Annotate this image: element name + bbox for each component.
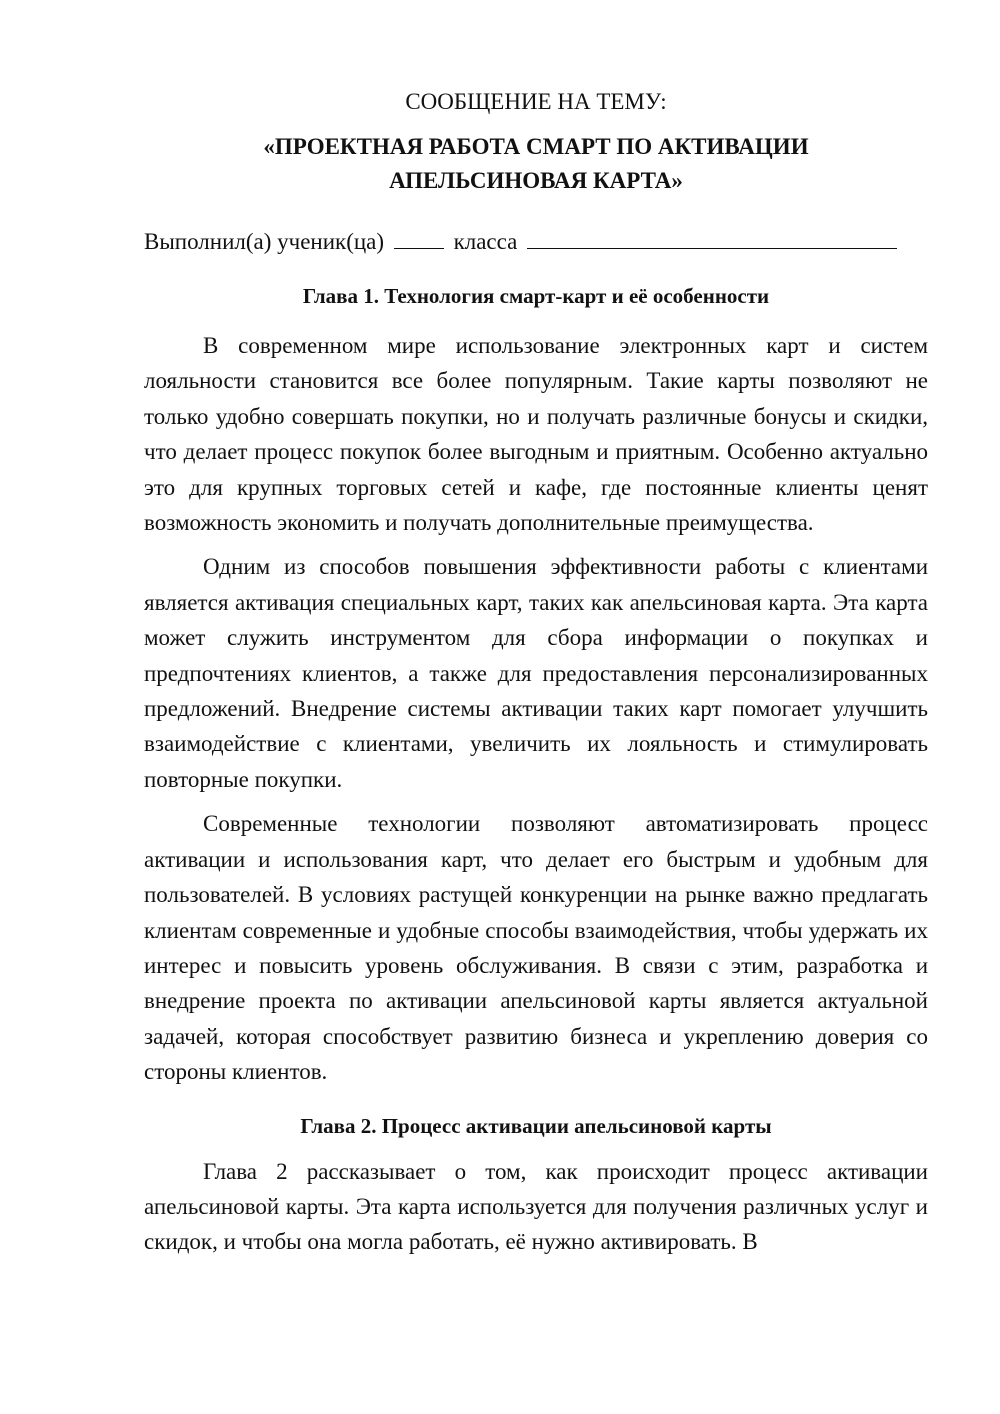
document-title <box>144 130 928 198</box>
chapter-1-paragraph-2: Одним из способов повышения эффективности работы с клиентами является активация специальных карт, таких как апельсиновая карта. Эта карта может служить инструментом для сбора информации о покупках и предпочтениях клиентов, а также для предоставления персонализированных предложений. Внедрение системы активации таких карт помогает улучшить взаимодействие с клиентами, увеличить их лояльность и стимулировать повторные покупки. <box>144 554 928 792</box>
chapter-2-heading: Глава 2. Процесс активации апельсиновой карты <box>300 1113 772 1138</box>
document-page <box>144 88 928 1260</box>
author-prefix: Выполнил(а) ученик(ца) <box>144 229 385 254</box>
chapter-1-paragraph-3: Современные технологии позволяют автоматизировать процесс активации и использования карт, что делает его быстрым и удобным для пользователей. В условиях растущей конкуренции на рынке важно предлагать клиентам современные и удобные способы взаимодействия, чтобы удержать их интерес и повысить уровень обслуживания. В связи с этим, разработка и внедрение проекта по активации апельсиновой карты является актуальной задачей, которая способствует развитию бизнеса и укреплению доверия со стороны клиентов. <box>144 811 928 1085</box>
chapter-2-paragraph-1: Глава 2 рассказывает о том, как происходит процесс активации апельсиновой карты. Эта карта используется для получения различных услуг и скидок, и чтобы она могла работать, её нужно активировать. В <box>144 1158 928 1255</box>
document-title-line-2: АПЕЛЬСИНОВАЯ КАРТА» <box>389 168 683 193</box>
document-header: СООБЩЕНИЕ НА ТЕМУ: <box>405 89 667 114</box>
class-number-blank <box>394 228 444 249</box>
chapter-1-paragraph-1: В современном мире использование электронных карт и систем лояльности становится все более популярным. Такие карты позволяют не только удобно совершать покупки, но и получать различные бонусы и скидки, что делает процесс покупок более выгодным и приятным. Особенно актуально это для крупных торговых сетей и кафе, где постоянные клиенты ценят возможность экономить и получать дополнительные преимущества. <box>144 333 928 536</box>
student-name-blank <box>527 228 897 249</box>
author-line <box>144 228 928 256</box>
chapter-1-heading: Глава 1. Технология смарт-карт и её особенности <box>302 284 770 308</box>
document-title-line-1: «ПРОЕКТНАЯ РАБОТА СМАРТ ПО АКТИВАЦИИ <box>263 134 809 159</box>
author-class-label: класса <box>453 229 518 254</box>
